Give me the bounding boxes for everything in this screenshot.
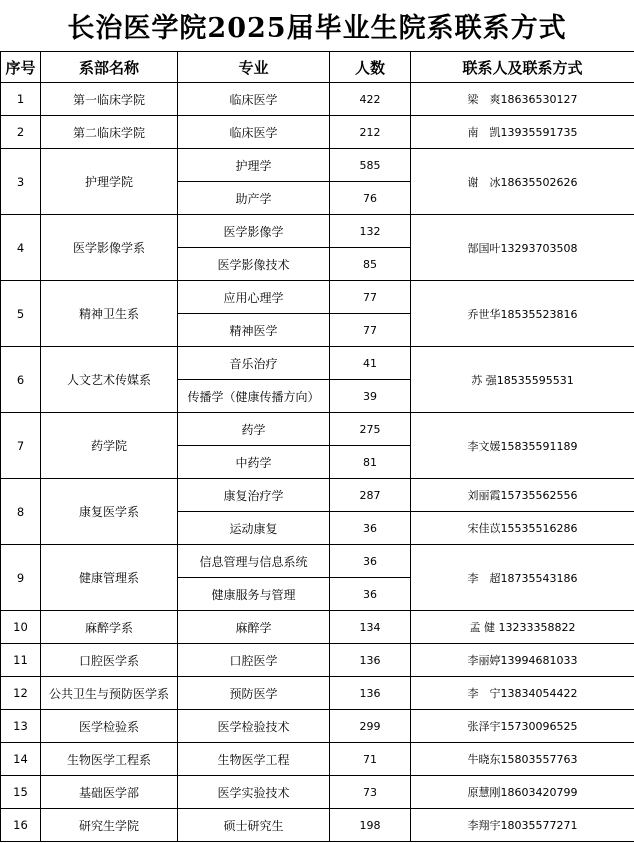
table-header-row — [1, 52, 634, 83]
major-name: 临床医学 — [178, 116, 330, 149]
major-name: 医学影像技术 — [178, 248, 330, 281]
contact-table — [0, 51, 634, 842]
student-count: 132 — [330, 215, 411, 248]
student-count: 81 — [330, 446, 411, 479]
table-row — [1, 215, 634, 248]
dept-name: 精神卫生系 — [41, 281, 178, 347]
dept-name: 药学院 — [41, 413, 178, 479]
major-name: 生物医学工程 — [178, 743, 330, 776]
table-row — [1, 710, 634, 743]
dept-name: 生物医学工程系 — [41, 743, 178, 776]
table-row — [1, 413, 634, 446]
student-count: 71 — [330, 743, 411, 776]
major-name: 中药学 — [178, 446, 330, 479]
student-count: 136 — [330, 677, 411, 710]
contact-info: 孟 健 13233358822 — [411, 611, 634, 644]
student-count: 41 — [330, 347, 411, 380]
major-name: 医学检验技术 — [178, 710, 330, 743]
table-row — [1, 677, 634, 710]
major-name: 药学 — [178, 413, 330, 446]
header-no: 序号 — [1, 52, 41, 83]
table-row — [1, 479, 634, 512]
student-count: 36 — [330, 512, 411, 545]
student-count: 36 — [330, 545, 411, 578]
major-name: 硕士研究生 — [178, 809, 330, 842]
table-row — [1, 644, 634, 677]
student-count: 77 — [330, 281, 411, 314]
contact-info: 牛晓东15803557763 — [411, 743, 634, 776]
dept-name: 医学检验系 — [41, 710, 178, 743]
row-number: 16 — [1, 809, 41, 842]
table-row — [1, 743, 634, 776]
contact-info: 李 宁13834054422 — [411, 677, 634, 710]
table-row — [1, 116, 634, 149]
contact-info: 李文媛15835591189 — [411, 413, 634, 479]
row-number: 14 — [1, 743, 41, 776]
dept-name: 康复医学系 — [41, 479, 178, 545]
dept-name: 口腔医学系 — [41, 644, 178, 677]
table-row — [1, 281, 634, 314]
header-contact: 联系人及联系方式 — [411, 52, 634, 83]
student-count: 73 — [330, 776, 411, 809]
dept-name: 医学影像学系 — [41, 215, 178, 281]
row-number: 13 — [1, 710, 41, 743]
dept-name: 护理学院 — [41, 149, 178, 215]
row-number: 7 — [1, 413, 41, 479]
student-count: 422 — [330, 83, 411, 116]
dept-name: 麻醉学系 — [41, 611, 178, 644]
table-row — [1, 347, 634, 380]
page-title: 长治医学院2025届毕业生院系联系方式 — [67, 12, 567, 44]
dept-name: 基础医学部 — [41, 776, 178, 809]
contact-info: 苏 强18535595531 — [411, 347, 634, 413]
student-count: 134 — [330, 611, 411, 644]
contact-info: 原慧刚18603420799 — [411, 776, 634, 809]
major-name: 传播学（健康传播方向） — [178, 380, 330, 413]
major-name: 麻醉学 — [178, 611, 330, 644]
row-number: 2 — [1, 116, 41, 149]
major-name: 精神医学 — [178, 314, 330, 347]
row-number: 4 — [1, 215, 41, 281]
student-count: 136 — [330, 644, 411, 677]
table-row — [1, 809, 634, 842]
table-row — [1, 149, 634, 182]
major-name: 预防医学 — [178, 677, 330, 710]
table-body — [1, 83, 634, 842]
contact-info: 梁 爽18636530127 — [411, 83, 634, 116]
table-row — [1, 776, 634, 809]
header-count: 人数 — [330, 52, 411, 83]
contact-info: 宋佳苡15535516286 — [411, 512, 634, 545]
row-number: 3 — [1, 149, 41, 215]
major-name: 护理学 — [178, 149, 330, 182]
table-row — [1, 611, 634, 644]
contact-info: 谢 冰18635502626 — [411, 149, 634, 215]
student-count: 39 — [330, 380, 411, 413]
student-count: 585 — [330, 149, 411, 182]
row-number: 1 — [1, 83, 41, 116]
dept-name: 健康管理系 — [41, 545, 178, 611]
major-name: 音乐治疗 — [178, 347, 330, 380]
row-number: 9 — [1, 545, 41, 611]
contact-info: 李 超18735543186 — [411, 545, 634, 611]
contact-info: 张泽宇15730096525 — [411, 710, 634, 743]
student-count: 36 — [330, 578, 411, 611]
major-name: 助产学 — [178, 182, 330, 215]
header-dept: 系部名称 — [41, 52, 178, 83]
major-name: 运动康复 — [178, 512, 330, 545]
major-name: 临床医学 — [178, 83, 330, 116]
dept-name: 第一临床学院 — [41, 83, 178, 116]
contact-info: 刘丽霞15735562556 — [411, 479, 634, 512]
major-name: 医学影像学 — [178, 215, 330, 248]
student-count: 287 — [330, 479, 411, 512]
student-count: 299 — [330, 710, 411, 743]
major-name: 康复治疗学 — [178, 479, 330, 512]
student-count: 76 — [330, 182, 411, 215]
contact-info: 南 凯13935591735 — [411, 116, 634, 149]
row-number: 15 — [1, 776, 41, 809]
dept-name: 人文艺术传媒系 — [41, 347, 178, 413]
major-name: 医学实验技术 — [178, 776, 330, 809]
row-number: 12 — [1, 677, 41, 710]
dept-name: 研究生学院 — [41, 809, 178, 842]
student-count: 85 — [330, 248, 411, 281]
header-major: 专业 — [178, 52, 330, 83]
contact-info: 郜国叶13293703508 — [411, 215, 634, 281]
major-name: 信息管理与信息系统 — [178, 545, 330, 578]
row-number: 6 — [1, 347, 41, 413]
contact-info: 李丽婷13994681033 — [411, 644, 634, 677]
student-count: 275 — [330, 413, 411, 446]
row-number: 5 — [1, 281, 41, 347]
row-number: 11 — [1, 644, 41, 677]
row-number: 10 — [1, 611, 41, 644]
major-name: 应用心理学 — [178, 281, 330, 314]
dept-name: 公共卫生与预防医学系 — [41, 677, 178, 710]
student-count: 212 — [330, 116, 411, 149]
row-number: 8 — [1, 479, 41, 545]
major-name: 健康服务与管理 — [178, 578, 330, 611]
major-name: 口腔医学 — [178, 644, 330, 677]
contact-info: 李翔宇18035577271 — [411, 809, 634, 842]
table-row — [1, 545, 634, 578]
student-count: 77 — [330, 314, 411, 347]
contact-info: 乔世华18535523816 — [411, 281, 634, 347]
dept-name: 第二临床学院 — [41, 116, 178, 149]
table-row — [1, 83, 634, 116]
student-count: 198 — [330, 809, 411, 842]
